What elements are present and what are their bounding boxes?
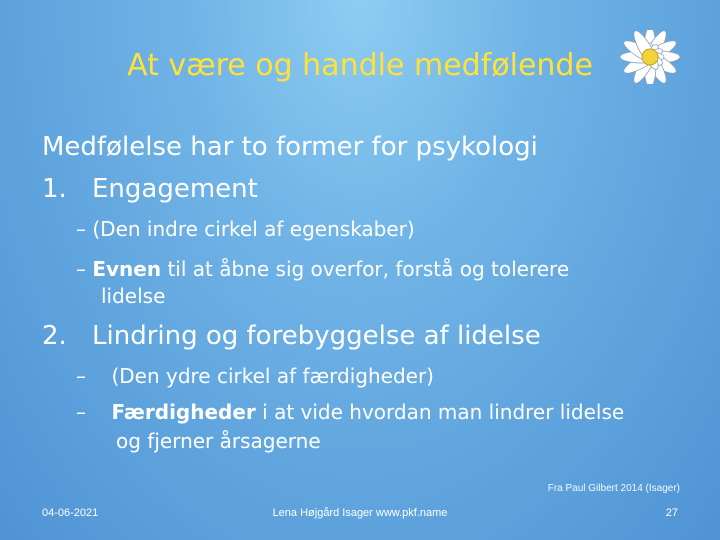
item-label: Engagement bbox=[92, 174, 258, 204]
dash: – bbox=[76, 217, 86, 241]
item-2-bullet-2 bbox=[76, 398, 624, 426]
bullet-text: (Den indre cirkel af egenskaber) bbox=[92, 217, 415, 241]
intro-text: Medfølelse har to former for psykologi bbox=[42, 132, 538, 162]
item-label: Lindring og forebyggelse af lidelse bbox=[92, 321, 541, 351]
item-1-bullet-1 bbox=[76, 215, 415, 243]
dash: – bbox=[76, 257, 86, 281]
source-citation: Fra Paul Gilbert 2014 (Isager) bbox=[547, 483, 680, 494]
bullet-bold: Færdigheder bbox=[111, 400, 256, 424]
lotus-flower-icon bbox=[616, 30, 684, 84]
item-2-heading bbox=[42, 321, 541, 351]
item-1-bullet-2 bbox=[76, 255, 569, 283]
item-number: 2. bbox=[42, 321, 67, 351]
item-1-heading bbox=[42, 174, 258, 204]
footer-center: Lena Højgård Isager www.pkf.name bbox=[272, 507, 448, 519]
item-2-bullet-2-cont: og fjerner årsagerne bbox=[116, 429, 321, 453]
bullet-text: til at åbne sig overfor, forstå og tolerere bbox=[161, 257, 570, 281]
bullet-text: i at vide hvordan man lindrer lidelse bbox=[255, 400, 625, 424]
page-number: 27 bbox=[665, 507, 678, 519]
item-1-bullet-2-cont: lidelse bbox=[101, 284, 166, 308]
bullet-bold: Evnen bbox=[92, 257, 162, 281]
item-2-bullet-1 bbox=[76, 362, 434, 390]
item-number: 1. bbox=[42, 174, 67, 204]
footer-date: 04-06-2021 bbox=[42, 507, 99, 519]
dash: – bbox=[76, 400, 86, 424]
slide-title: At være og handle medfølende bbox=[127, 48, 593, 83]
bullet-text: (Den ydre cirkel af færdigheder) bbox=[111, 364, 434, 388]
dash: – bbox=[76, 364, 86, 388]
